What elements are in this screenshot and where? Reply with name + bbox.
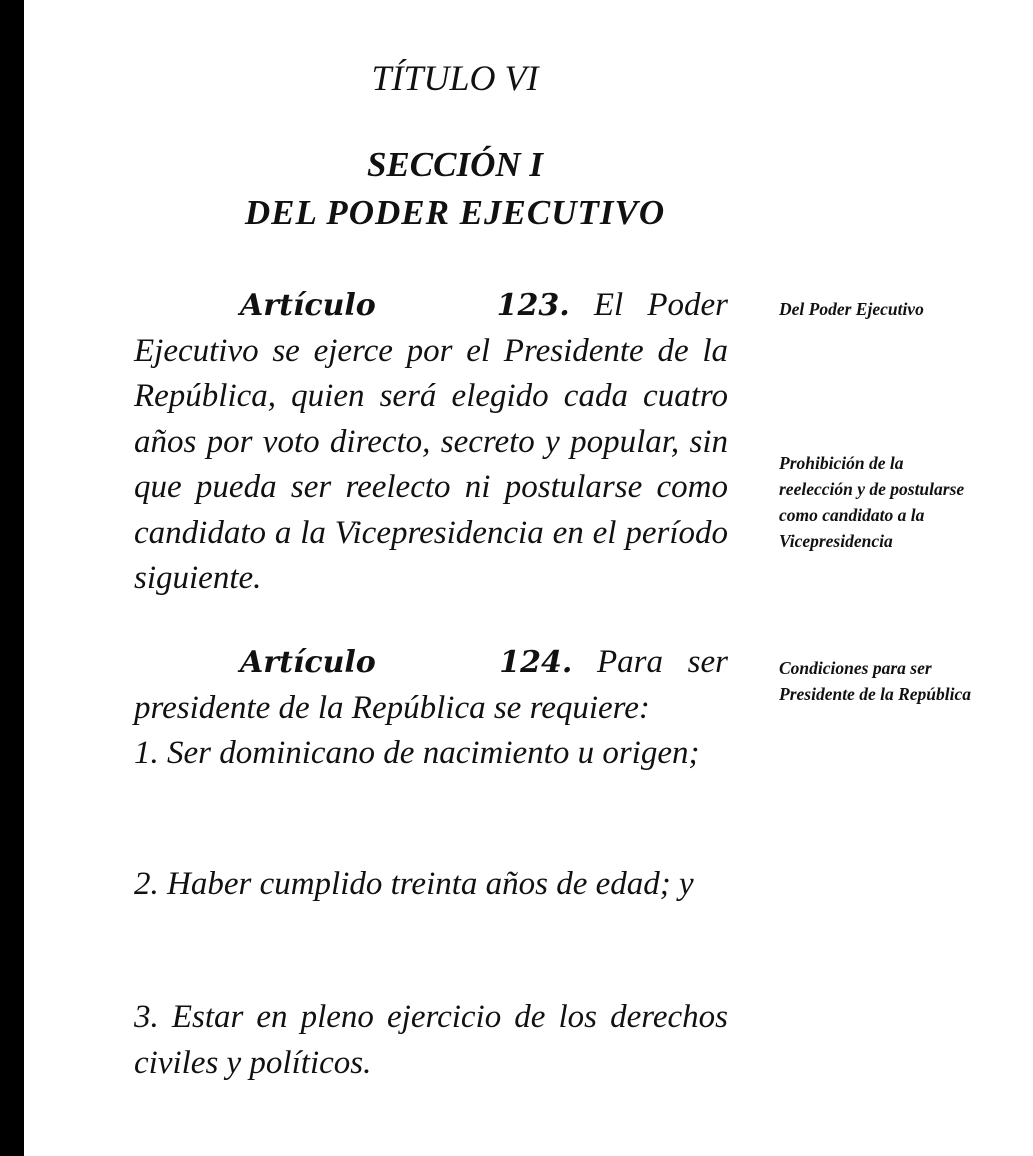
margin-note: Prohibición de la reelección y de postularse como candidato a la Vicepresidencia (779, 453, 965, 551)
document-page (24, 0, 1033, 1156)
article-124-text: Para ser presidente de la República se requiere: (134, 644, 729, 726)
article-123-label: Artículo (240, 288, 376, 323)
requirement-item: 2. Haber cumplido treinta años de edad; y (134, 866, 694, 902)
article-124-number: 124. (499, 645, 573, 680)
article-124 (134, 640, 728, 777)
article-123-text: El Poder Ejecutivo se ejerce por el Presidente de la República, quien será elegido cada cuatro años por voto directo, secreto y popular, sin que pueda ser reelecto ni postularse como candidato a la Vicepresidencia en el período siguiente. (134, 287, 729, 596)
requirement-item: 1. Ser dominicano de nacimiento u origen; (134, 735, 700, 771)
section-subheading: DEL PODER EJECUTIVO (244, 193, 666, 232)
title-heading: TÍTULO VI (371, 58, 539, 98)
requirement-item: 3. Estar en pleno ejercicio de los derechos civiles y políticos. (134, 999, 728, 1081)
article-123-number: 123. (496, 288, 570, 323)
article-123 (134, 283, 728, 602)
margin-note: Del Poder Ejecutivo (779, 299, 924, 319)
article-123-paragraph (134, 283, 728, 602)
requirement-block-2 (134, 862, 728, 908)
margin-note: Condiciones para ser Presidente de la República (779, 658, 971, 704)
requirement-block-3 (134, 995, 728, 1086)
article-124-paragraph (134, 640, 728, 731)
section-heading: SECCIÓN I (366, 145, 544, 184)
article-124-label: Artículo (240, 645, 376, 680)
